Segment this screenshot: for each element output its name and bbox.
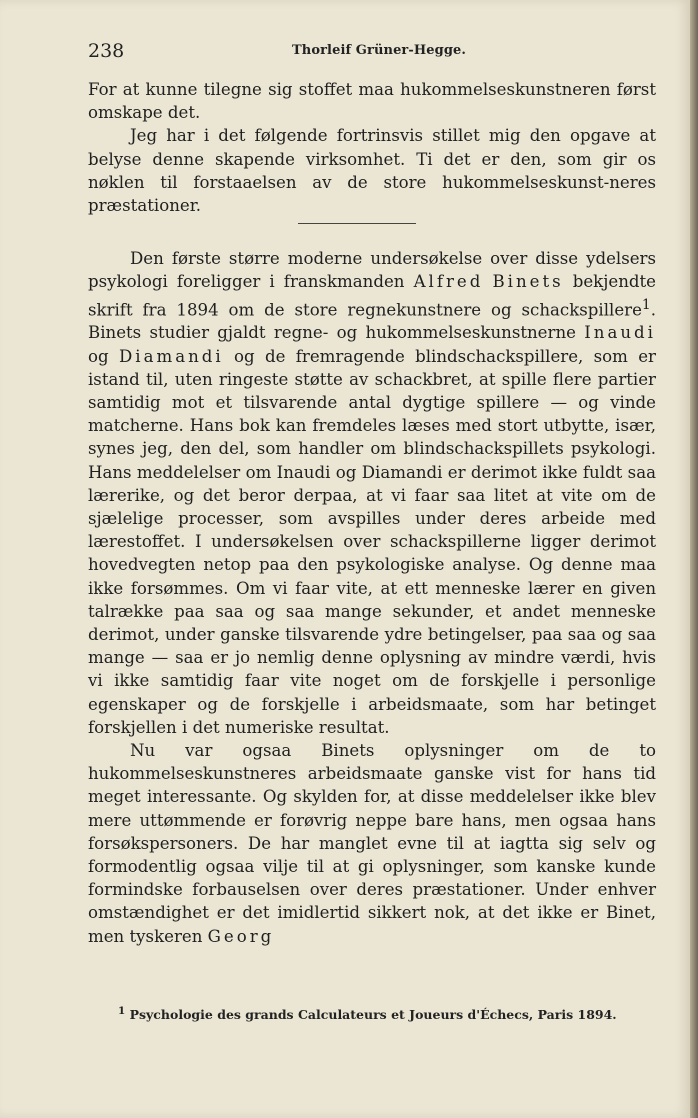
paragraph-3-text-c: . Binets studier gjaldt regne- og hukommelseskunstnerne (88, 300, 656, 343)
footnote (118, 1002, 654, 1024)
footnote-text: Psychologie des grands Calculateurs et Joueurs d'Échecs, Paris 1894. (125, 1007, 617, 1023)
footnote-mark: 1 (118, 1005, 126, 1017)
paragraph-3-text-a: Den første større moderne undersøkelse over disse ydelsers psykologi foreligger i franskmanden (88, 249, 656, 292)
section-divider-rule (298, 223, 416, 224)
body-text (88, 78, 656, 948)
paragraph-3-text-e: og de fremragende blindschackspillere, som er istand til, uten ringeste støtte av schackbret, at spille flere partier samtidig mot et tilsvarende antal dygtige spillere — og vinde matcherne. Hans bok kan fremdeles læses med stort utbytte, især, synes jeg, den del, som handler om blindschackspillets psykologi. Hans meddelelser om Inaudi og Diamandi er derimot ikke fuldt saa lærerike, og det beror derpaa, at vi faar saa litet at vite om de sjælelige processer, som avspilles under deres arbeide med lærestoffet. I undersøkelsen over schackspillerne ligger derimot hovedvegten netop paa den psykologiske analyse. Og denne maa ikke forsømmes. Om vi faar vite, at ett menneske lærer en given talrække paa saa og saa mange sekunder, et andet menneske derimot, under ganske tilsvarende ydre betingelser, paa saa og saa mange — saa er jo nemlig denne oplysning av mindre værdi, hvis vi ikke samtidig faar vite noget om de forskjelle i personlige egenskaper og de forskjelle i arbeidsmaate, som har betinget forskjellen i det numeriske resultat. (88, 346, 656, 737)
page-number: 238 (88, 40, 125, 62)
paragraph-1: For at kunne tilegne sig stoffet maa hukommelseskunstneren først omskape det. (88, 80, 656, 123)
section-gap (88, 217, 656, 247)
running-head: Thorleif Grüner-Hegge. (292, 43, 467, 58)
paragraph-4 (88, 739, 656, 948)
paragraph-3-text-b: bekjendte skrift fra 1894 om de store regnekunstnere og schackspillere (88, 272, 656, 320)
page-edge-shadow (690, 0, 698, 1118)
name-alfred: Alfred (413, 272, 484, 292)
paragraph-2: Jeg har i det følgende fortrinsvis stillet mig den opgave at belyse denne skapende virksomhet. Ti det er den, som gir os nøklen til forstaaelsen av de store hukommelseskunst-neres præstationer. (88, 126, 656, 216)
name-binets: Binets (492, 272, 564, 292)
paragraph-3-text-d: og (88, 346, 119, 366)
name-diamandi: Diamandi (118, 346, 224, 366)
footnote-ref: 1 (641, 296, 651, 313)
page-header (88, 40, 656, 70)
paragraph-4-text-a: Nu var ogsaa Binets oplysninger om de to hukommelseskunstneres arbeidsmaate ganske vist for hans tid meget interessante. Og skylden for, at disse meddelelser ikke blev mere uttømmende er forøvrig neppe bare hans, men ogsaa hans forsøkspersoners. De har manglet evne til at iagtta sig selv og formodentlig ogsaa vilje til at gi oplysninger, som kanske kunde formindske forbauselsen over deres præstationer. Under enhver omstændighet er det imidlertid sikkert nok, at det ikke er Binet, men tyskeren (88, 741, 656, 946)
name-georg: Georg (207, 926, 275, 946)
name-inaudi: Inaudi (584, 323, 656, 343)
paragraph-3 (88, 247, 656, 739)
